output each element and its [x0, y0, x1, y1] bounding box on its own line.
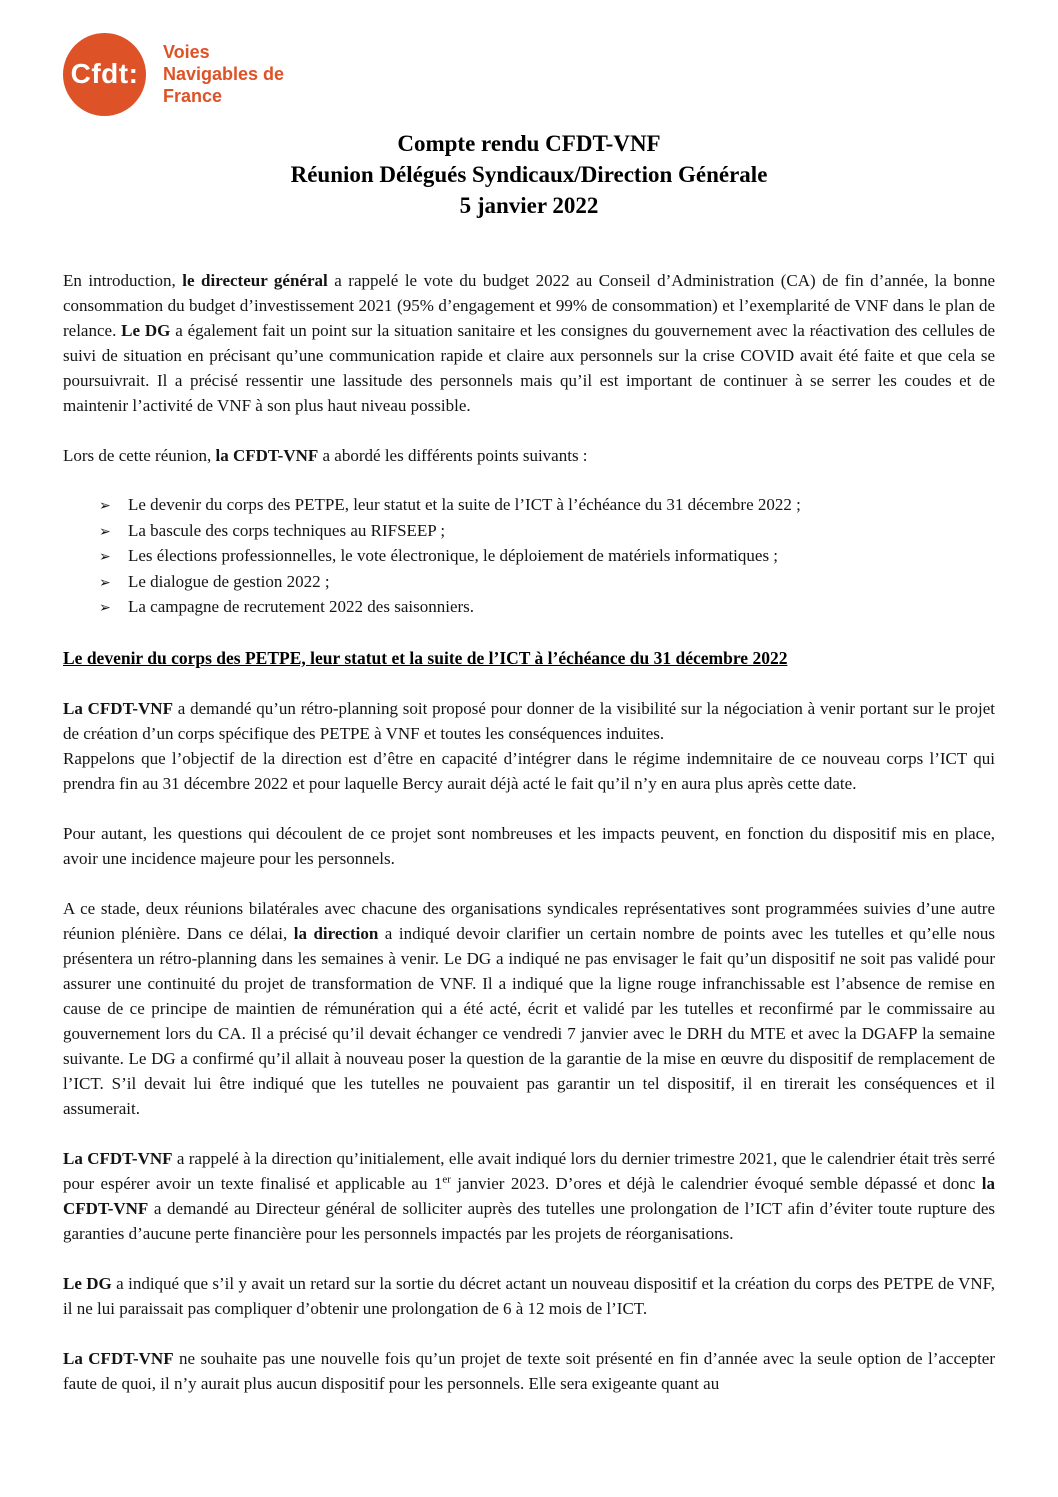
paragraph-a-ce-stade: A ce stade, deux réunions bilatérales avec chacune des organisations syndicales représentatives sont programmées suivies d’une autre réunion plénière. Dans ce délai, la direction a indiqué devoir clarifier un certain nombre de points avec les tutelles et qu’elle nous présentera un rétro-planning dans les semaines à venir. Le DG a indiqué ne pas envisager le fait qu’un dispositif ne soit pas validé pour assurer une continuité du projet de transformation de VNF. Il a indiqué que la ligne rouge infranchissable est l’absence de remise en cause de ce principe de maintien de rémunération qui a été acté, écrit et validé par les tutelles et reconfirmé par le commissaire au gouvernement lors du CA. Il a précisé qu’il devait échanger ce vendredi 7 janvier avec le DRH du MTE et avec la DGAFP la semaine suivante. Le DG a confirmé qu’il allait à nouveau poser la question de la garantie de la mise en œuvre du dispositif de remplacement de l’ICT. S’il devait lui être indiqué que les tutelles ne pouvaient pas garantir un tel dispositif, il en tirerait les conséquences et il assumerait. — [63, 898, 995, 1118]
list-item — [99, 493, 995, 519]
list-item — [99, 519, 995, 545]
org-name-line: France — [163, 86, 223, 106]
list-item-text: La campagne de recrutement 2022 des saisonniers. — [128, 597, 475, 617]
list-item — [99, 595, 995, 621]
arrow-bullet-icon: ➢ — [99, 549, 111, 566]
list-item-text: Les élections professionnelles, le vote électronique, le déploiement de matériels informatiques ; — [128, 546, 779, 566]
org-name — [163, 41, 284, 107]
paragraph-meeting-points: Lors de cette réunion, la CFDT-VNF a abordé les différents points suivants : — [63, 446, 588, 465]
paragraph-introduction: En introduction, le directeur général a rappelé le vote du budget 2022 au Conseil d’Administration (CA) de fin d’année, la bonne consommation du budget d’investissement 2021 (95% d’engagement et 99% de consommation) et l’exemplarité de VNF dans le plan de relance. Le DG a également fait un point sur la situation sanitaire et les consignes du gouvernement avec la réactivation des cellules de suivi de situation en précisant qu’une communication rapide et claire aux personnels sur la crise COVID avait été faite et que cela se poursuivrait. Il a précisé ressentir une lassitude des personnels mais qu’il est important de continuer à se serrer les coudes et de maintenir l’activité de VNF à son plus haut niveau possible. — [63, 271, 995, 415]
title-line: Réunion Délégués Syndicaux/Direction Générale — [290, 162, 768, 187]
list-item — [99, 570, 995, 596]
arrow-bullet-icon: ➢ — [99, 498, 111, 514]
paragraph-cfdt-rappele: La CFDT-VNF a rappelé à la direction qu’initialement, elle avait indiqué lors du dernier trimestre 2021, que le calendrier était très serré pour espérer avoir un texte finalisé et applicable au 1er janvier 2023. D’ores et déjà le calendrier évoqué semble dépassé et donc la CFDT-VNF a demandé au Directeur général de solliciter auprès des tutelles une prolongation de l’ICT afin d’éviter toute rupture des garanties d’aucune perte financière pour les personnels impactés par les projets de réorganisations. — [63, 1148, 996, 1243]
document-title — [63, 128, 995, 221]
paragraph-rappelons: Rappelons que l’objectif de la direction est d’être en capacité d’intégrer dans le régime indemnitaire de ce nouveau corps l’ICT qui prendra fin au 31 décembre 2022 et pour laquelle Bercy aurait déjà acté le fait qu’il n’y en aura plus après cette date. — [63, 748, 995, 793]
document-header — [63, 30, 995, 118]
list-item — [99, 544, 995, 570]
cfdt-logo-icon — [63, 33, 146, 116]
section-heading: Le devenir du corps des PETPE, leur statut et la suite de l’ICT à l’échéance du 31 décembre 2022 — [63, 647, 788, 668]
list-item-text: Le dialogue de gestion 2022 ; — [128, 571, 330, 591]
title-line: Compte rendu CFDT-VNF — [397, 131, 661, 156]
paragraph-cfdt-demande: La CFDT-VNF a demandé qu’un rétro-planning soit proposé pour donner de la visibilité sur la négociation à venir portant sur le projet de création d’un corps spécifique des PETPE à VNF et toutes les conséquences induites. — [63, 698, 996, 743]
list-item-text: Le devenir du corps des PETPE, leur statut et la suite de l’ICT à l’échéance du 31 décembre 2022 ; — [128, 495, 801, 514]
arrow-bullet-icon: ➢ — [99, 600, 111, 617]
paragraph-cfdt-ne-souhaite: La CFDT-VNF ne souhaite pas une nouvelle fois qu’un projet de texte soit présenté en fin d’année avec la seule option de l’accepter faute de quoi, il n’y aurait plus aucun dispositif pour les personnels. Elle sera exigeante quant au — [63, 1348, 996, 1393]
paragraph-dg-retard: Le DG a indiqué que s’il y avait un retard sur la sortie du décret actant un nouveau dispositif et la création du corps des PETPE de VNF, il ne lui paraissait pas compliquer d’obtenir une prolongation de 6 à 12 mois de l’ICT. — [63, 1273, 996, 1318]
arrow-bullet-icon: ➢ — [99, 523, 111, 540]
org-name-line: Navigables de — [163, 64, 285, 84]
title-line: 5 janvier 2022 — [459, 193, 599, 218]
paragraph-pour-autant: Pour autant, les questions qui découlent de ce projet sont nombreuses et les impacts peuvent, en fonction du dispositif mis en place, avoir une incidence majeure pour les personnels. — [63, 823, 995, 868]
list-item-text: La bascule des corps techniques au RIFSEEP ; — [128, 520, 446, 540]
cfdt-logo-text: Cfdt: — [70, 58, 139, 89]
arrow-bullet-icon: ➢ — [99, 574, 111, 591]
bullet-list — [63, 493, 995, 621]
org-name-line: Voies — [163, 42, 210, 62]
